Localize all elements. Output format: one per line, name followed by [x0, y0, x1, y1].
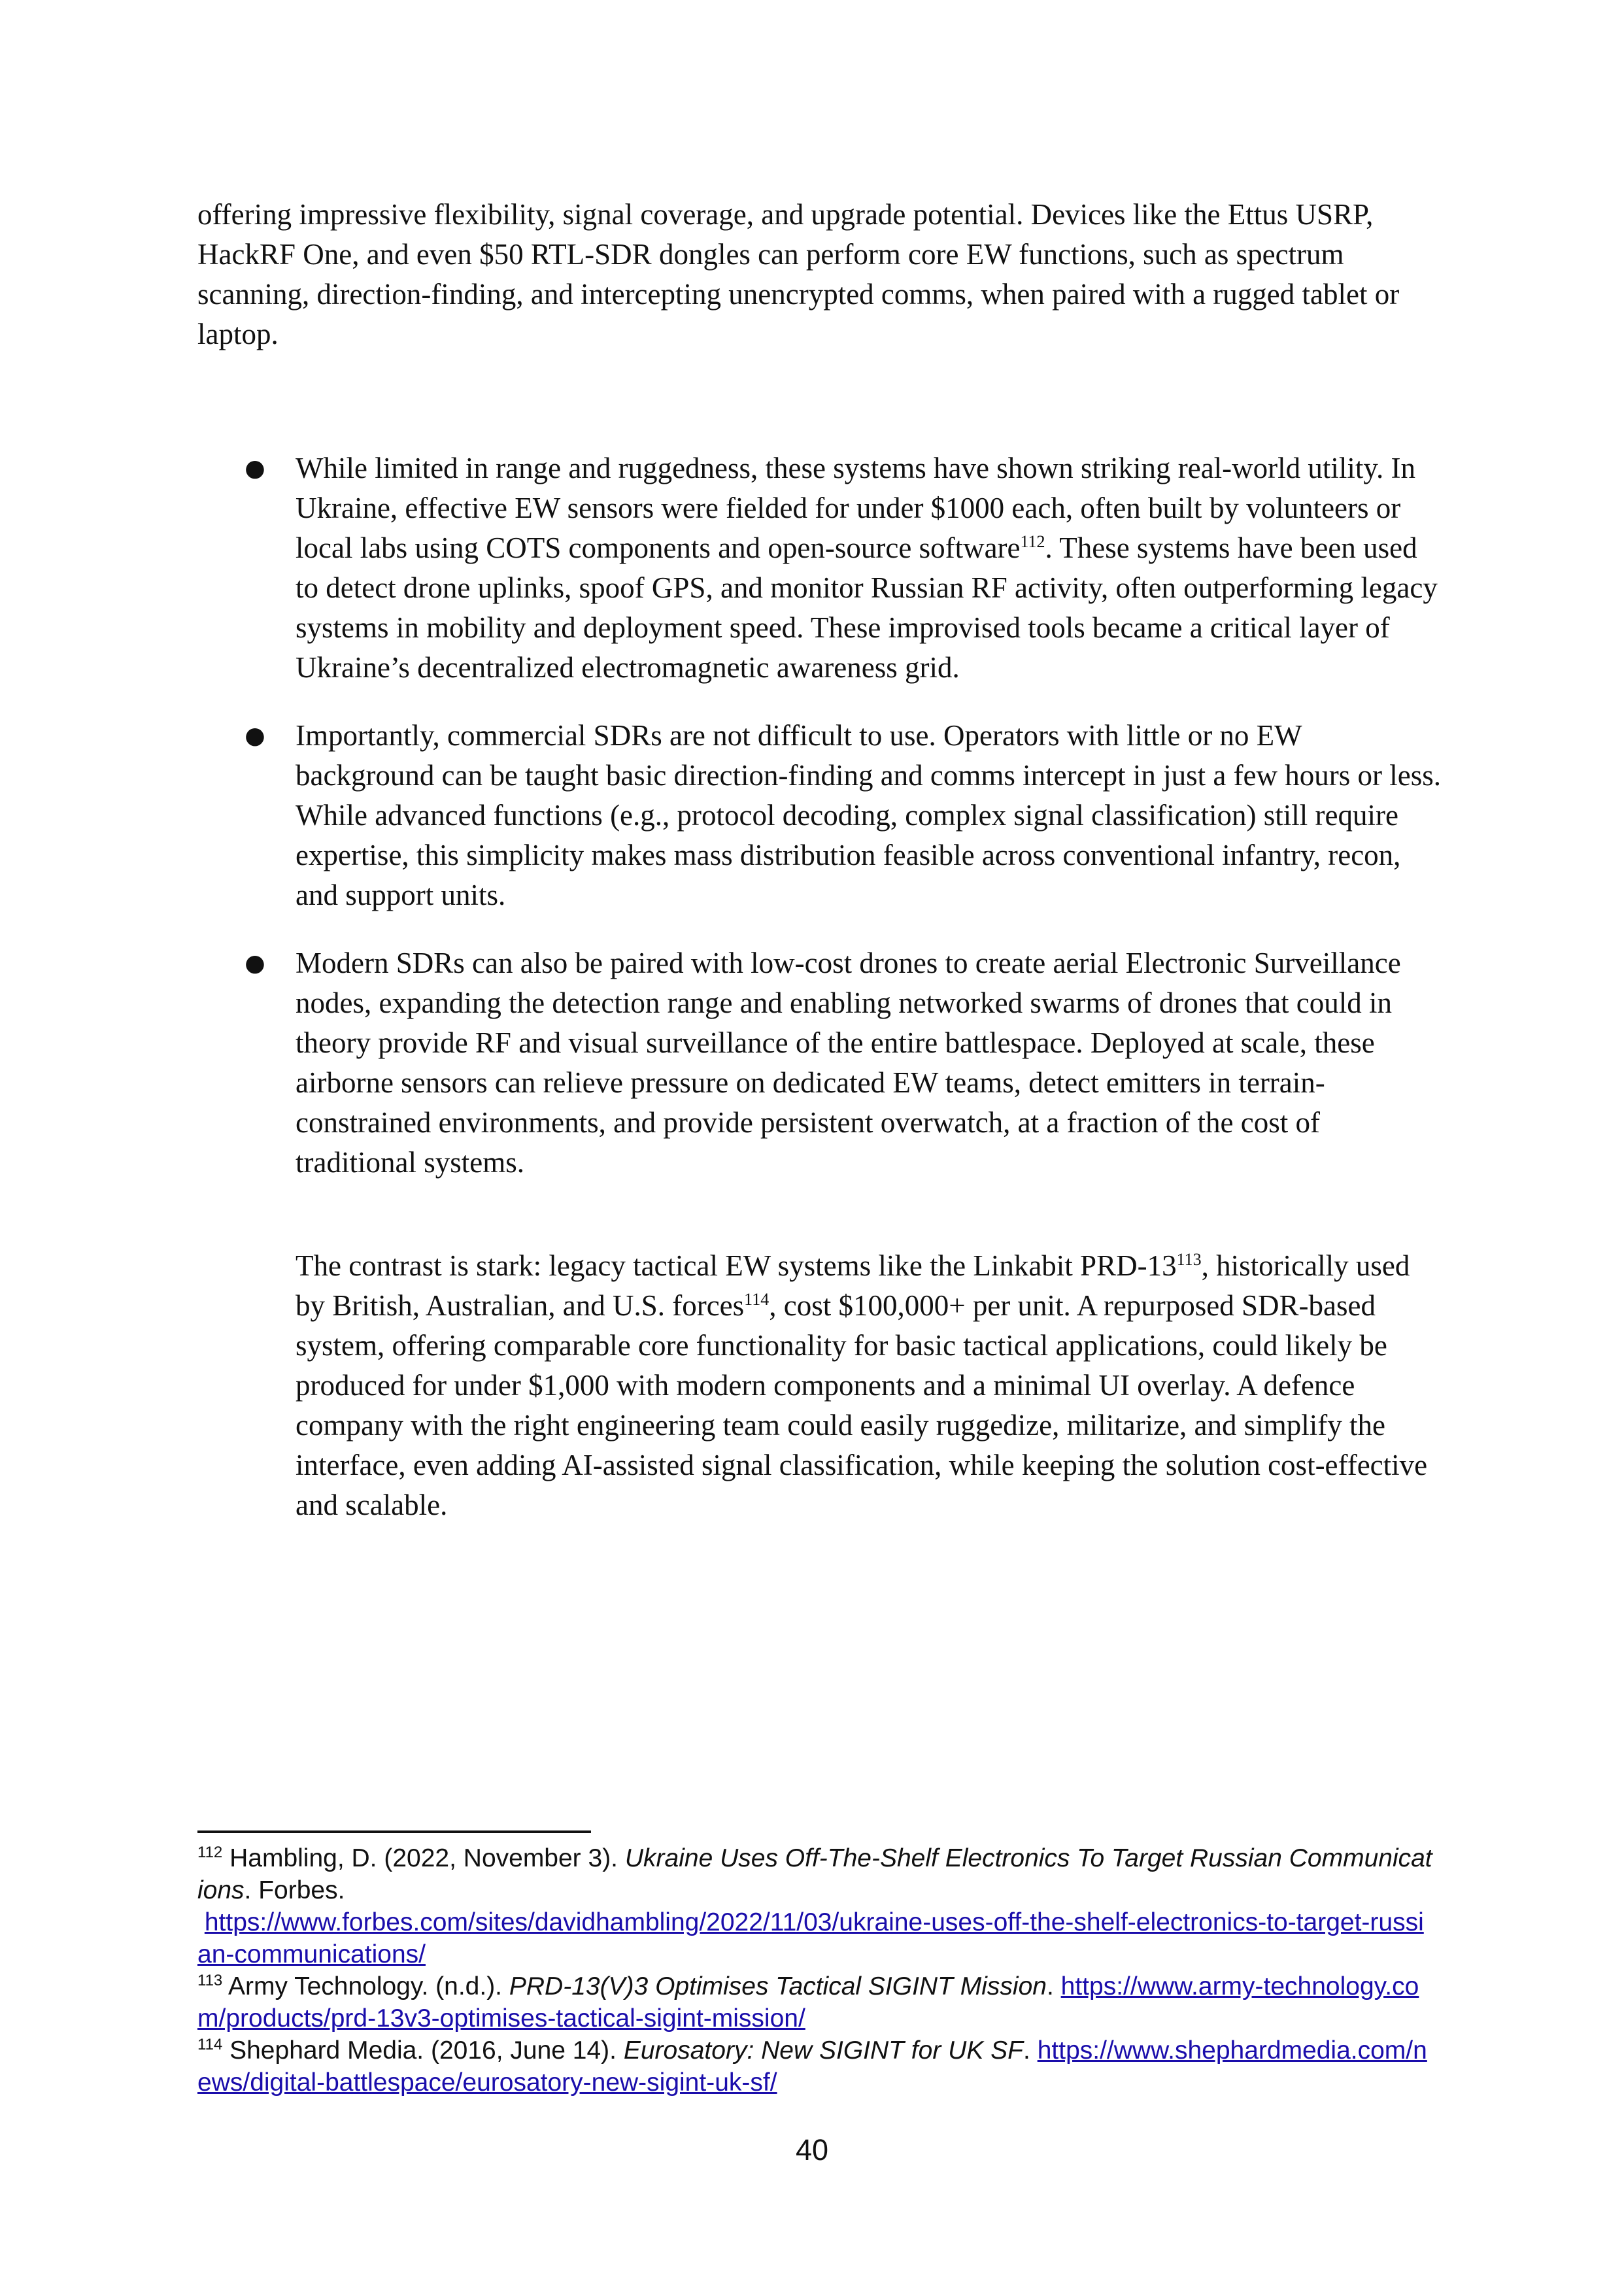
bullet-paragraph: Modern SDRs can also be paired with low-cost drones to create aerial Electronic Surveillance nodes, expanding the detection range and enabling networked swarms of drones that could in theory provide RF and visual surveillance of the entire battlespace. Deployed at scale, these airborne sensors can relieve pressure on dedicated EW teams, detect emitters in terrain-constrained environments, and provide persistent overwatch, at a fraction of the cost of traditional systems.: [296, 947, 1401, 1179]
contrast-paragraph: [296, 1246, 1446, 1525]
footnote-author: Army Technology. (n.d.).: [228, 1972, 503, 2000]
footnote-link[interactable]: https://www.forbes.com/sites/davidhambling/2022/11/03/ukraine-uses-off-the-shelf-electronics-to-target-russian-communications/: [197, 1908, 1424, 1968]
footnote-title: PRD-13(V)3 Optimises Tactical SIGINT Mission: [509, 1972, 1047, 2000]
footnote-publisher: .: [1023, 2036, 1030, 2065]
footnote-ref-114[interactable]: 114: [744, 1290, 770, 1309]
footnote-publisher: . Forbes.: [244, 1876, 345, 1904]
bullet-text: While limited in range and ruggedness, these systems have shown striking real-world utility. In Ukraine, effective EW sensors were fielded for under $1000 each, often built by volunteers or local labs using COTS components and open-source software: [296, 452, 1415, 564]
list-item: [245, 716, 1446, 915]
bullet-text-continued: . These systems have been used to detect drone uplinks, spoof GPS, and monitor Russian RF activity, often outperforming legacy systems in mobility and deployment speed. These improvised tools became a critical layer of Ukraine’s decentralized electromagnetic awareness grid.: [296, 531, 1438, 684]
bullet-icon: ●: [245, 950, 265, 977]
contrast-text: , cost $100,000+ per unit. A repurposed SDR-based system, offering comparable core functionality for basic tactical applications, could likely be produced for under $1,000 with modern components and a minimal UI overlay. A defence company with the right engineering team could easily ruggedize, militarize, and simplify the interface, even adding AI-assisted signal classification, while keeping the solution cost-effective and scalable.: [296, 1289, 1428, 1521]
list-item: [245, 943, 1446, 1183]
footnote-ref-113[interactable]: 113: [1176, 1250, 1202, 1269]
contrast-text: , historically used by British, Australian, and U.S. forces: [296, 1249, 1410, 1322]
footnote-number: 112: [197, 1844, 223, 1861]
bullet-paragraph: Importantly, commercial SDRs are not difficult to use. Operators with little or no EW background can be taught basic direction-finding and comms intercept in just a few hours or less. While advanced functions (e.g., protocol decoding, complex signal classification) still require expertise, this simplicity makes mass distribution feasible across conventional infantry, recon, and support units.: [296, 719, 1442, 911]
footnote-title: Eurosatory: New SIGINT for UK SF: [623, 2036, 1024, 2065]
list-item: [245, 448, 1446, 688]
contrast-text: The contrast is stark: legacy tactical EW systems like the Linkabit PRD-13: [296, 1249, 1177, 1282]
intro-paragraph: offering impressive flexibility, signal coverage, and upgrade potential. Devices like the Ettus USRP, HackRF One, and even $50 RTL-SDR dongles can perform core EW functions, such as spectrum scanning, direction-finding, and intercepting unencrypted comms, when paired with a rugged tablet or laptop.: [197, 198, 1400, 350]
bullet-icon: ●: [245, 455, 265, 482]
footnote-113: [197, 1970, 1433, 2034]
footnotes: [197, 1842, 1433, 2099]
footnote-ref-112[interactable]: 112: [1020, 532, 1045, 551]
footnote-number: 114: [197, 2036, 223, 2053]
bullet-list: [245, 448, 1446, 1211]
bullet-icon: ●: [245, 722, 265, 749]
footnote-link[interactable]: https://www.shephardmedia.com/news/digital-battlespace/eurosatory-new-sigint-uk-sf/: [197, 2036, 1427, 2097]
footnote-114: [197, 2034, 1433, 2099]
page-number: 40: [795, 2133, 829, 2167]
footnote-divider: [197, 1830, 591, 1833]
footnote-publisher: .: [1046, 1972, 1054, 2000]
footnote-title: Ukraine Uses Off-The-Shelf Electronics To Target Russian Communications: [197, 1844, 1432, 1904]
footnote-link[interactable]: https://www.army-technology.com/products/prd-13v3-optimises-tactical-sigint-mission/: [197, 1972, 1419, 2033]
bullet-paragraph: [296, 448, 1446, 688]
footnote-112: [197, 1842, 1433, 1970]
footnote-number: 113: [197, 1972, 223, 1989]
footnote-author: Hambling, D. (2022, November 3).: [229, 1844, 618, 1872]
footnote-author: Shephard Media. (2016, June 14).: [229, 2036, 617, 2065]
